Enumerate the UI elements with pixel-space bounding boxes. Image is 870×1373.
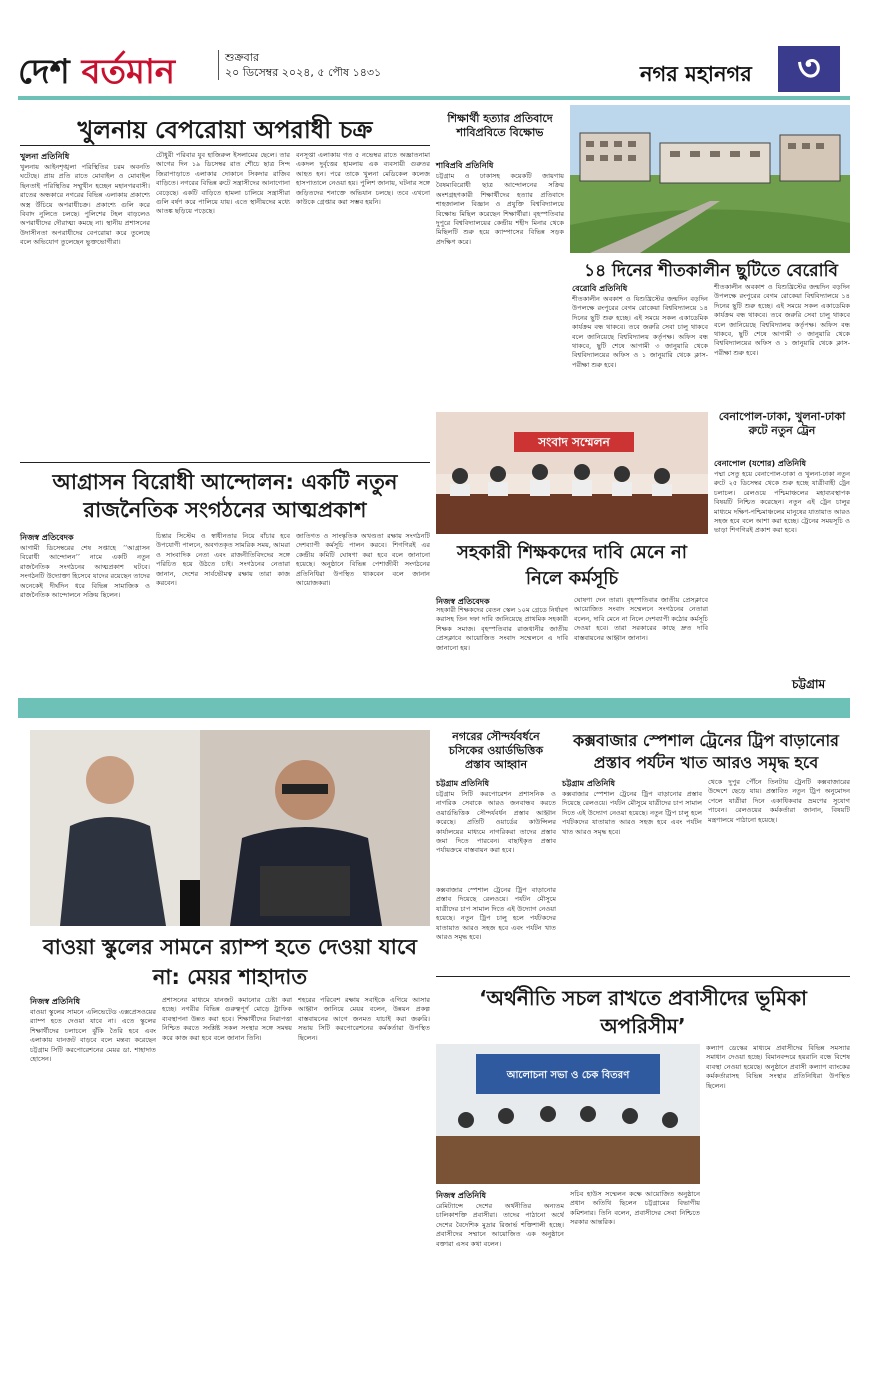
expat-col-3: কল্যাণ ডেস্কের মাধ্যমে প্রবাসীদের বিভিন্ন সমস্যার সমাধান দেওয়া হচ্ছে। বিমানবন্দরে হয়রানি বন্ধে বিশেষ ব্যবস্থা নেওয়া হয়েছে। অনুষ্ঠানে প্রবাসী কল্যাণ ব্যাংকের কর্মকর্তারাসহ বিভিন্ন সংস্থার প্রতিনিধিরা উপস্থিত ছিলেন। — [706, 1044, 850, 1090]
mayor-byline: নিজস্ব প্রতিনিধি — [30, 997, 80, 1006]
beauty-body: চট্টগ্রাম সিটি করপোরেশন প্রশাসনিক ও নাগরিক সেবাকে আরও জনবান্ধব করতে ওয়ার্ডভিত্তিক সৌন্দর্যবর্ধন প্রস্তাব আহ্বান করেছে। প্রতিটি ওয়ার্ডের কাউন্সিলর কার্যালয়ের মাধ্যমে নাগরিকরা তাদের প্রস্তাব জমা দিতে পারবেন। বাছাইকৃত প্রস্তাব পর্যায়ক্রমে বাস্তবায়ন করা হবে। — [436, 790, 556, 855]
cox-col-1: কক্সবাজার স্পেশাল ট্রেনের ট্রিপ বাড়ানোর প্রস্তাব দিয়েছে রেলওয়ে। পর্যটন মৌসুমে যাত্রীদের চাপ সামাল দিতে এই উদ্যোগ নেওয়া হয়েছে। নতুন ট্রিপ চালু হলে পর্যটকদের যাতায়াত আরও সহজ হবে এবং পর্যটন খাত আরও সমৃদ্ধ হবে। — [562, 790, 702, 836]
aggression-col-1: আগামী ডিসেম্বরের শেষ সপ্তাহে ‘‘আগ্রাসন বিরোধী আন্দোলন’’ নামে একটি নতুন রাজনৈতিক সংগঠনের আত্মপ্রকাশ ঘটবে। সংগঠনটি উদ্যোক্তা হিসেবে যাদের রয়েছেন তাদের অনেকেই দীর্ঘদিন ধরে বিভিন্ন সামাজিক ও রাজনৈতিক আন্দোলনে সক্রিয় ছিলেন। — [20, 544, 150, 600]
student-body: চট্টগ্রাম ও ঢাকাসহ কয়েকটি জায়গায় বৈষম্যবিরোধী ছাত্র আন্দোলনের সক্রিয় অংশগ্রহণকারী শিক্ষার্থীদের হত্যার প্রতিবাদে শাহজালাল বিজ্ঞান ও প্রযুক্তি বিশ্ববিদ্যালয়ে বিক্ষোভ মিছিল করেছেন শিক্ষার্থীরা। বৃহস্পতিবার দুপুরে বিশ্ববিদ্যালয়ের কেন্দ্রীয় শহীদ মিনার থেকে মিছিলটি শুরু হয়ে ক্যাম্পাসের বিভিন্ন সড়ক প্রদক্ষিণ করে। — [436, 172, 564, 246]
divider — [20, 462, 430, 463]
press-conference-photo — [436, 412, 708, 534]
student-byline: শাবিপ্রবি প্রতিনিধি — [436, 161, 494, 170]
aggression-headline: আগ্রাসন বিরোধী আন্দোলন: একটি নতুন রাজনৈতিক সংগঠনের আত্মপ্রকাশ — [52, 470, 398, 522]
cox-byline: চট্টগ্রাম প্রতিনিধি — [562, 779, 616, 788]
chattogram-section-bar — [18, 698, 850, 718]
expat-col-1: রেমিট্যান্সে দেশের অর্থনীতির অন্যতম চালিকাশক্তি প্রবাসীরা। তাদের পাঠানো অর্থে দেশের বৈদেশিক মুদ্রার রিজার্ভ শক্তিশালী হচ্ছে। প্রবাসীদের সম্মানে আয়োজিত এক অনুষ্ঠানে বক্তারা এসব কথা বলেন। — [436, 1202, 564, 1248]
campus-photo — [570, 105, 850, 253]
masthead-logo — [18, 46, 175, 103]
teachers-headline: সহকারী শিক্ষকদের দাবি মেনে না নিলে কর্মসূচি — [457, 542, 687, 589]
benapole-byline: বেনাপোল (যশোর) প্রতিনিধি — [714, 459, 806, 468]
logo-part2: বর্তমান — [81, 52, 176, 92]
mayor-photo — [30, 730, 430, 926]
expat-byline: নিজস্ব প্রতিনিধি — [436, 1191, 486, 1200]
khulna-col-1: খুলনায় আইনশৃঙ্খলা পরিস্থিতির চরম অবনতি ঘটেছে। প্রায় প্রতি রাতে মোবাইল ও মোবাইল ছিনতাই পরিস্থিতির সম্মুখীন হচ্ছেন মহানগরবাসী। রাতের অন্ধকারে নগরের বিভিন্ন এলাকায় প্রকাশ্যে অস্ত্র উঁচিয়ে অপরাধীচক্র। প্রকাশ্যে গুলি করে বিবাদ নুলিতে চলছে। পুলিশের টহল বাড়লেও অপরাধীদের দৌরাত্ম্য কমছে না। স্থানীয় প্রশাসনের উদাসীনতা অপরাধীদের বেপরোয়া করে তুলেছে বলে অভিযোগ তুলেছেন ভুক্তভোগীরা। — [20, 163, 150, 247]
expat-banner: আলোচনা সভা ও চেক বিতরণ — [506, 1070, 630, 1081]
teachers-col-2: ঘোষণা দেন তারা। বৃহস্পতিবার জাতীয় প্রেসক্লাবে আয়োজিত সংবাদ সম্মেলনে সংগঠনের নেতারা বলেন, দাবি মেনে না নিলে দেশব্যাপী কঠোর কর্মসূচি দেওয়া হবে। তারা সরকারের কাছে দ্রুত দাবি বাস্তবায়নের আহ্বান জানান। — [574, 596, 708, 642]
teachers-byline: নিজস্ব প্রতিবেদক — [436, 597, 490, 606]
expat-event-photo — [436, 1044, 700, 1184]
divider — [436, 976, 850, 977]
logo-part1: দেশ — [18, 52, 82, 92]
khulna-col-3: বনসূপ্তা এলাকায় গত ৫ নভেম্বর রাতে অজ্ঞাতনামা একদল দুর্বৃত্তের হামলায় এক ব্যবসায়ী গুরুতর আহত হন। পরে তাকে খুলনা মেডিকেল কলেজ হাসপাতালে নেওয়া হয়। পুলিশ জানায়, ঘটনার সঙ্গে জড়িতদের শনাক্তে অভিযান চলছে। তবে এখনো কাউকে গ্রেপ্তার করা সম্ভব হয়নি। — [296, 151, 430, 207]
benapole-headline: বেনাপোল-ঢাকা, খুলনা-ঢাকা রুটে নতুন ট্রেন — [718, 410, 846, 437]
break14-byline: বেরোবি প্রতিনিধি — [572, 284, 628, 293]
beauty-headline: নগরের সৌন্দর্যবর্ধনে চসিকের ওয়ার্ডভিত্তিক প্রস্তাব আহ্বান — [448, 730, 544, 771]
khulna-col-2: চৌধুরী পরিবার যুব হাজিরুল ইসলামের ছেলে। তার আগের দিন ১৯ ডিসেম্বর রাত শৌচে ছাত্র সিন্দ জিরাপাড়াতে এলাকার দোকানে সিকদার রাজিব বাড়িতে। নগরের বিভিন্ন রুটে সন্ত্রাসীদের আনাগোনা বেড়েছে। একটি বাড়িতে হামলা চালিয়ে সন্ত্রাসীরা গুলি বর্ষণ করে পালিয়ে যায়। এতে স্থানীয়দের মধ্যে আতঙ্ক ছড়িয়ে পড়েছে। — [156, 151, 290, 216]
cox-col-2: থেকে দুপুর পৌঁনে তিনটায় ট্রেনটি কক্সবাজারের উদ্দেশে ছেড়ে যায়। প্রস্তাবিত নতুন ট্রিপ অনুমোদন পেলে যাত্রীরা দিনে একাধিকবার ভ্রমণের সুযোগ পাবেন। রেলওয়ের কর্মকর্তারা জানান, বিষয়টি মন্ত্রণালয়ে পাঠানো হয়েছে। — [708, 778, 850, 824]
date-box — [218, 50, 381, 80]
beauty-body-cont: কক্সবাজার স্পেশাল ট্রেনের ট্রিপ বাড়ানোর প্রস্তাব দিয়েছে রেলওয়ে। পর্যটন মৌসুমে যাত্রীদের চাপ সামাল দিতে এই উদ্যোগ নেওয়া হয়েছে। নতুন ট্রিপ চালু হলে পর্যটকদের যাতায়াত আরও সহজ হবে এবং পর্যটন খাত আরও সমৃদ্ধ হবে। — [436, 886, 556, 942]
section-title: নগর মহানগর — [640, 62, 752, 86]
masthead-divider — [18, 96, 850, 100]
mayor-col-1: বাওয়া স্কুলের সামনে এলিভেটেড এক্সপ্রেসওয়ের র‍্যাম্প হতে দেওয়া যাবে না। এতে স্কুলের শিক্ষার্থীদের চলাচলে ঝুঁকি তৈরি হবে এবং এলাকায় যানজট বাড়বে বলে মন্তব্য করেছেন চট্টগ্রাম সিটি করপোরেশনের মেয়র ডা. শাহাদাত হোসেন। — [30, 1008, 156, 1064]
khulna-byline: খুলনা প্রতিনিধি — [20, 152, 70, 161]
expat-headline: ‘অর্থনীতি সচল রাখতে প্রবাসীদের ভূমিকা অপরিসীম’ — [479, 986, 807, 1038]
aggression-byline: নিজস্ব প্রতিবেদক — [20, 533, 74, 542]
chattogram-section-label: চট্টগ্রাম — [792, 677, 826, 691]
mayor-headline: বাওয়া স্কুলের সামনে র‍্যাম্প হতে দেওয়া যাবে না: মেয়র শাহাদাত — [43, 935, 417, 989]
date: ২০ ডিসেম্বর ২০২৪, ৫ পৌষ ১৪৩১ — [225, 66, 382, 79]
beauty-byline: চট্টগ্রাম প্রতিনিধি — [436, 779, 490, 788]
day: শুক্রবার — [225, 51, 260, 64]
expat-col-2: সচিব হাউস সম্মেলন কক্ষে আয়োজিত অনুষ্ঠানে প্রধান অতিথি ছিলেন চট্টগ্রামের বিভাগীয় কমিশনার। তিনি বলেন, প্রবাসীদের সেবা নিশ্চিতে সরকার আন্তরিক। — [570, 1190, 700, 1227]
break14-col-1: শীতকালীন অবকাশ ও যিশুখ্রিস্টের জন্মদিন বড়দিন উপলক্ষে রংপুরের বেগম রোকেয়া বিশ্ববিদ্যালয়ে ১৪ দিনের ছুটি শুরু হচ্ছে। এই সময়ে সকল একাডেমিক কার্যক্রম বন্ধ থাকবে। তবে জরুরি সেবা চালু থাকবে বলে জানিয়েছে বিশ্ববিদ্যালয় কর্তৃপক্ষ। অফিস বন্ধ থাকবে, ছুটি শেষে আগামী ৩ জানুয়ারি থেকে বিশ্ববিদ্যালয়ের অফিস ও ১ জানুয়ারি থেকে ক্লাস-পরীক্ষা শুরু হবে। — [572, 295, 708, 369]
cox-headline: কক্সবাজার স্পেশাল ট্রেনের ট্রিপ বাড়ানোর প্রস্তাব পর্যটন খাত আরও সমৃদ্ধ হবে — [573, 731, 839, 772]
teachers-col-1: সহকারী শিক্ষকদের বেতন স্কেল ১০ম গ্রেডে নির্ধারণ করাসহ তিন দফা দাবি জানিয়েছে প্রাথমিক সহকারী শিক্ষক সমাজ। বৃহস্পতিবার রাজধানীর জাতীয় প্রেসক্লাবে আয়োজিত সংবাদ সম্মেলনে এ দাবি জানানো হয়। — [436, 606, 568, 652]
break14-col-2: শীতকালীন অবকাশ ও যিশুখ্রিস্টের জন্মদিন বড়দিন উপলক্ষে রংপুরের বেগম রোকেয়া বিশ্ববিদ্যালয়ে ১৪ দিনের ছুটি শুরু হচ্ছে। এই সময়ে সকল একাডেমিক কার্যক্রম বন্ধ থাকবে। তবে জরুরি সেবা চালু থাকবে বলে জানিয়েছে বিশ্ববিদ্যালয় কর্তৃপক্ষ। অফিস বন্ধ থাকবে, ছুটি শেষে আগামী ৩ জানুয়ারি থেকে বিশ্ববিদ্যালয়ের অফিস ও ১ জানুয়ারি থেকে ক্লাস-পরীক্ষা শুরু হবে। — [714, 283, 850, 357]
khulna-headline: খুলনায় বেপরোয়া অপরাধী চক্র — [77, 116, 373, 144]
mayor-col-2: প্রশাসনের মাধ্যমে যানজট কমানোর চেষ্টা করা হচ্ছে। নগরীর বিভিন্ন গুরুত্বপূর্ণ মোড়ে ট্রাফিক ব্যবস্থাপনা উন্নত করা হবে। শিক্ষার্থীদের নিরাপত্তা নিশ্চিত করতে সংশ্লিষ্ট সকল সংস্থার সঙ্গে সমন্বয় করে কাজ করা হবে বলে জানান তিনি। — [162, 996, 292, 1042]
divider — [20, 145, 430, 146]
mayor-col-3: শহরের পরিবেশ রক্ষায় সবাইকে এগিয়ে আসার আহ্বান জানিয়ে মেয়র বলেন, উন্নয়ন প্রকল্প বাস্তবায়নের আগে জনমত যাচাই করা জরুরি। সভায় সিটি করপোরেশনের কর্মকর্তারা উপস্থিত ছিলেন। — [298, 996, 430, 1042]
benapole-body: পদ্মা সেতু হয়ে বেনাপোল-ঢাকা ও খুলনা-ঢাকা নতুন রুটে ২৫ ডিসেম্বর থেকে শুরু হচ্ছে যাত্রীবাহী ট্রেন চলাচল। রেলওয়ে পশ্চিমাঞ্চলের মহাব্যবস্থাপক বিষয়টি নিশ্চিত করেছেন। নতুন এই ট্রেন চালুর মাধ্যমে দক্ষিণ-পশ্চিমাঞ্চলের মানুষের যাতায়াত আরও সহজ হবে বলে আশা করা হচ্ছে। ট্রেনের সময়সূচি ও ভাড়া শিগগিরই প্রকাশ করা হবে। — [714, 470, 850, 535]
break14-headline: ১৪ দিনের শীতকালীন ছুটিতে বেরোবি — [584, 261, 838, 281]
aggression-col-3: জাতিগত ও সাংস্কৃতিক অখণ্ডতা রক্ষায় সংগঠনটি দেশব্যাপী কর্মসূচি পালন করবে। শিগগিরই এর কেন্দ্রীয় কমিটি ঘোষণা করা হবে বলে জানানো হয়েছে। অনুষ্ঠানে বিভিন্ন পেশাজীবী সংগঠনের প্রতিনিধিরা উপস্থিত থাকবেন বলে জানান আয়োজকরা। — [296, 532, 430, 588]
page-number-badge: ৩ — [778, 46, 840, 92]
aggression-col-2: চিন্তার সিস্টেম ও স্বাধীনতার নিয়ে বাঁচার হবে উপযোগী পালনে, অবগতকৃত সামরিক সময়, আমরা ও সাংবাদিক নেতা এবং রাজনীতিবিদদের সঙ্গে পরিচিত হয়ে উঠতে চাই। সংগঠনের নেতারা জানান, দেশের সার্বভৌমত্ব রক্ষায় তারা কাজ করবেন। — [156, 532, 290, 588]
student-headline: শিক্ষার্থী হত্যার প্রতিবাদে শাবিপ্রবিতে বিক্ষোভ — [447, 112, 553, 139]
press-banner: সংবাদ সম্মেলন — [538, 435, 610, 449]
